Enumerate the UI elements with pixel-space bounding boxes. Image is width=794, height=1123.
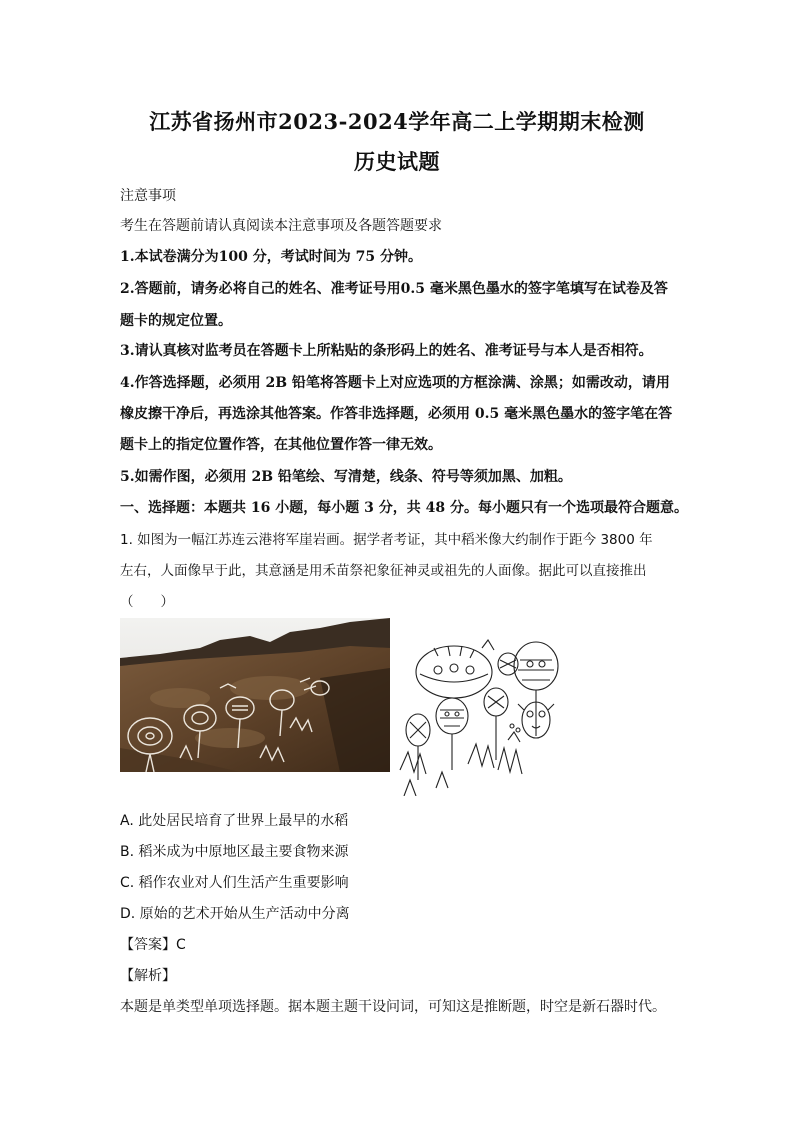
analysis-heading: 【解析】 [120, 968, 176, 984]
rule-line: 3.请认真核对监考员在答题卡上所粘贴的条形码上的姓名、准考证号与本人是否相符。 [120, 343, 653, 359]
question-stem-line: 1. 如图为一幅江苏连云港将军崖岩画。据学者考证，其中稻米像大约制作于距今 3800 年 [120, 532, 653, 548]
question-stem-line: （ ） [120, 594, 174, 610]
option-b: B. 稻米成为中原地区最主要食物来源 [120, 844, 349, 860]
exam-title: 江苏省扬州市2023-2024学年高二上学期期末检测 [149, 109, 645, 134]
rule-line: 题卡上的指定位置作答，在其他位置作答一律无效。 [120, 437, 442, 453]
rule-line: 橡皮擦干净后，再选涂其他答案。作答非选择题，必须用 0.5 毫米黑色墨水的签字笔在答 [120, 406, 673, 422]
rule-line: 5.如需作图，必须用 2B 铅笔绘、写清楚，线条、符号等须加黑、加粗。 [120, 469, 572, 485]
rule-line: 4.作答选择题，必须用 2B 铅笔将答题卡上对应选项的方框涂满、涂黑；如需改动，请用 [120, 375, 670, 391]
rock-painting-photo [120, 618, 390, 772]
rock-painting-drawing [396, 620, 576, 796]
option-c: C. 稻作农业对人们生活产生重要影响 [120, 875, 349, 891]
question-stem-line: 左右，人面像早于此，其意涵是用禾苗祭祀象征神灵或祖先的人面像。据此可以直接推出 [120, 563, 647, 579]
answer-line: 【答案】C [120, 937, 186, 953]
notice-intro: 考生在答题前请认真阅读本注意事项及各题答题要求 [120, 218, 442, 234]
section-heading: 一、选择题：本题共 16 小题，每小题 3 分，共 48 分。每小题只有一个选项最符合题意。 [120, 500, 688, 516]
rule-line: 1.本试卷满分为100 分，考试时间为 75 分钟。 [120, 249, 422, 265]
rule-line: 题卡的规定位置。 [120, 313, 232, 329]
option-d: D. 原始的艺术开始从生产活动中分离 [120, 906, 350, 922]
option-a: A. 此处居民培育了世界上最早的水稻 [120, 813, 349, 829]
rule-line: 2.答题前，请务必将自己的姓名、准考证号用0.5 毫米黑色墨水的签字笔填写在试卷及答 [120, 281, 668, 297]
exam-subtitle: 历史试题 [354, 149, 440, 174]
notice-heading: 注意事项 [120, 188, 176, 204]
analysis-text: 本题是单类型单项选择题。据本题主题干设问词，可知这是推断题，时空是新石器时代。 [120, 999, 666, 1015]
